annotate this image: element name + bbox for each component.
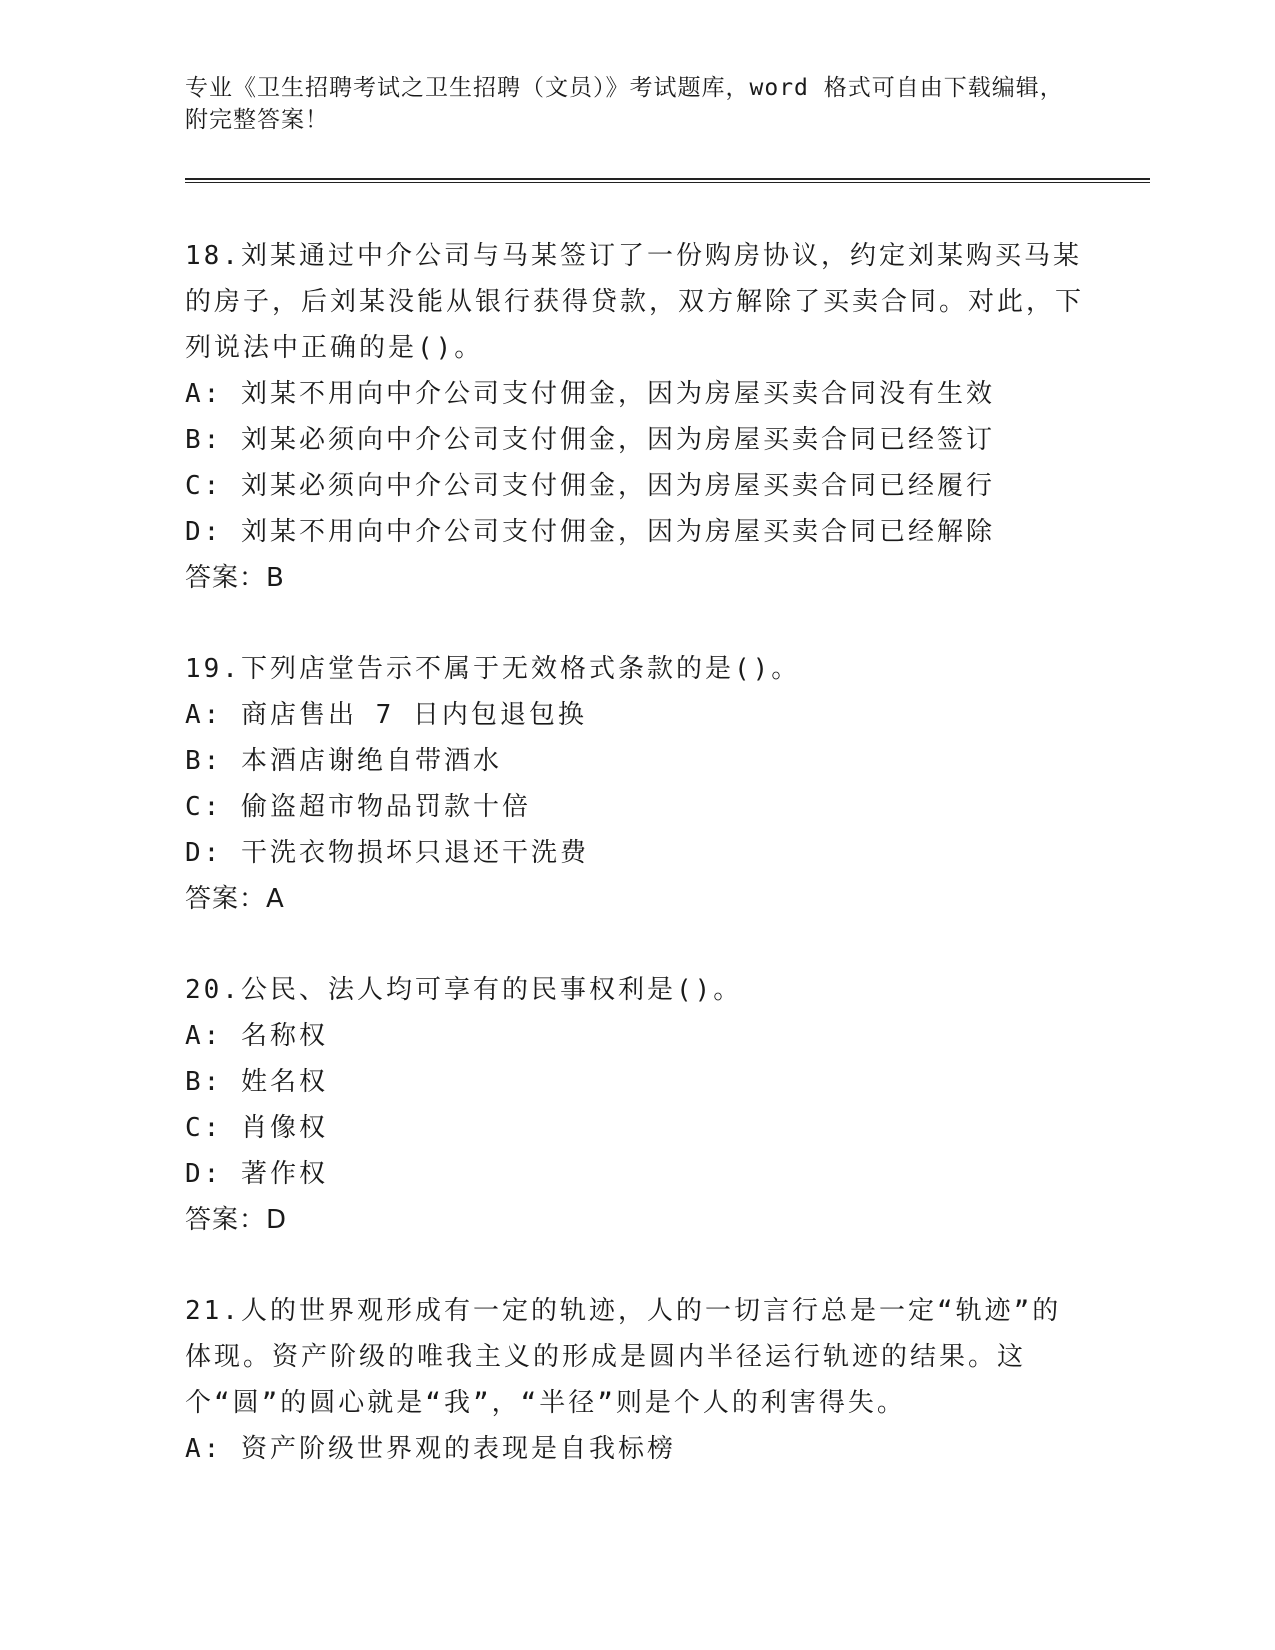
option-d: D: 著作权 [185, 1159, 328, 1189]
option-b: B: 刘某必须向中介公司支付佣金，因为房屋买卖合同已经签订 [185, 425, 995, 455]
question-item [185, 967, 1085, 1243]
question-list [185, 233, 1085, 1517]
option-d: D: 干洗衣物损坏只退还干洗费 [185, 838, 589, 868]
option-c: C: 偷盗超市物品罚款十倍 [185, 792, 531, 822]
answer-line: 答案：B [185, 563, 285, 593]
option-a: A: 资产阶级世界观的表现是自我标榜 [185, 1434, 676, 1464]
question-stem: 18.刘某通过中介公司与马某签订了一份购房协议，约定刘某购买马某的房子，后刘某没能从银行获得贷款，双方解除了买卖合同。对此，下列说法中正确的是()。 [185, 241, 1085, 363]
answer-line: 答案：A [185, 884, 285, 914]
option-a: A: 商店售出 7 日内包退包换 [185, 700, 587, 730]
option-b: B: 姓名权 [185, 1067, 328, 1097]
option-b: B: 本酒店谢绝自带酒水 [185, 746, 502, 776]
question-stem: 20.公民、法人均可享有的民事权利是()。 [185, 975, 743, 1005]
option-a: A: 刘某不用向中介公司支付佣金，因为房屋买卖合同没有生效 [185, 379, 995, 409]
option-c: C: 刘某必须向中介公司支付佣金，因为房屋买卖合同已经履行 [185, 471, 995, 501]
header-divider [185, 178, 1150, 183]
question-item [185, 233, 1085, 601]
question-stem: 19.下列店堂告示不属于无效格式条款的是()。 [185, 654, 801, 684]
document-header: 专业《卫生招聘考试之卫生招聘（文员）》考试题库，word 格式可自由下载编辑，附完整答案！ [185, 75, 1064, 133]
question-item [185, 646, 1085, 922]
option-c: C: 肖像权 [185, 1113, 328, 1143]
option-d: D: 刘某不用向中介公司支付佣金，因为房屋买卖合同已经解除 [185, 517, 995, 547]
answer-line: 答案：D [185, 1205, 288, 1235]
option-a: A: 名称权 [185, 1021, 328, 1051]
question-item [185, 1288, 1085, 1472]
question-stem: 21.人的世界观形成有一定的轨迹，人的一切言行总是一定“轨迹”的体现。资产阶级的唯我主义的形成是圆内半径运行轨迹的结果。这个“圆”的圆心就是“我”，“半径”则是个人的利害得失。 [185, 1296, 1062, 1418]
